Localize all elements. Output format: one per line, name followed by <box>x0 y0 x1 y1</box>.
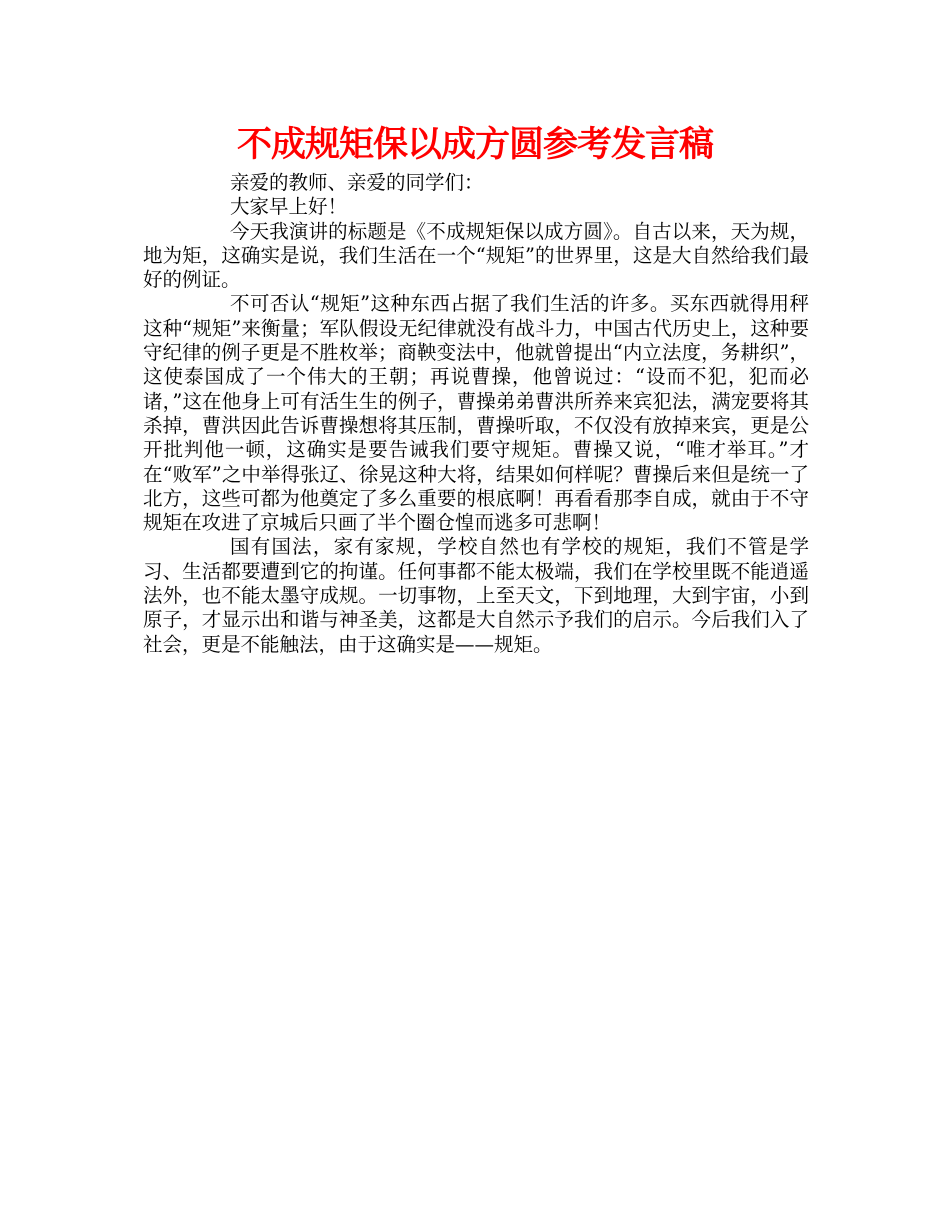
body-paragraph-1: 今天我演讲的标题是《不成规矩保以成方圆》。自古以来，天为规，地为矩，这确实是说，我们生活在一个“规矩”的世界里，这是大自然给我们最好的例证。 <box>143 219 809 292</box>
salutation-paragraph: 亲爱的教师、亲爱的同学们： <box>230 171 484 194</box>
body-paragraph-3: 国有国法，家有家规，学校自然也有学校的规矩，我们不管是学习、生活都要遭到它的拘谨。任何事都不能太极端，我们在学校里既不能逍遥法外，也不能太墨守成规。一切事物，上至天文，下到地理，大到宇宙，小到原子，才显示出和谐与神圣美，这都是大自然示予我们的启示。今后我们入了社会，更是不能触法，由于这确实是——规矩。 <box>143 535 809 656</box>
document-title: 不成规矩保以成方圆参考发言稿 <box>236 125 713 165</box>
body-paragraph-2: 不可否认“规矩”这种东西占据了我们生活的许多。买东西就得用秤这种“规矩”来衡量；军队假设无纪律就没有战斗力，中国古代历史上，这种要守纪律的例子更是不胜枚举；商鞅变法中，他就曾提出“内立法度，务耕织”，这使泰国成了一个伟大的王朝；再说曹操，他曾说过：“设而不犯，犯而必诸，”这在他身上可有活生生的例子，曹操弟弟曹洪所养来宾犯法，满宠要将其杀掉，曹洪因此告诉曹操想将其压制，曹操听取，不仅没有放掉来宾，更是公开批判他一顿，这确实是要告诫我们要守规矩。曹操又说，“唯才举耳。”才在“败军”之中举得张辽、徐晃这种大将，结果如何样呢？曹操后来但是统一了北方，这些可都为他奠定了多么重要的根底啊！再看看那李自成，就由于不守规矩在攻进了京城后只画了半个圈仓惶而逃多可悲啊！ <box>143 292 809 535</box>
document-body <box>143 171 809 657</box>
greeting-paragraph: 大家早上好！ <box>230 195 348 219</box>
